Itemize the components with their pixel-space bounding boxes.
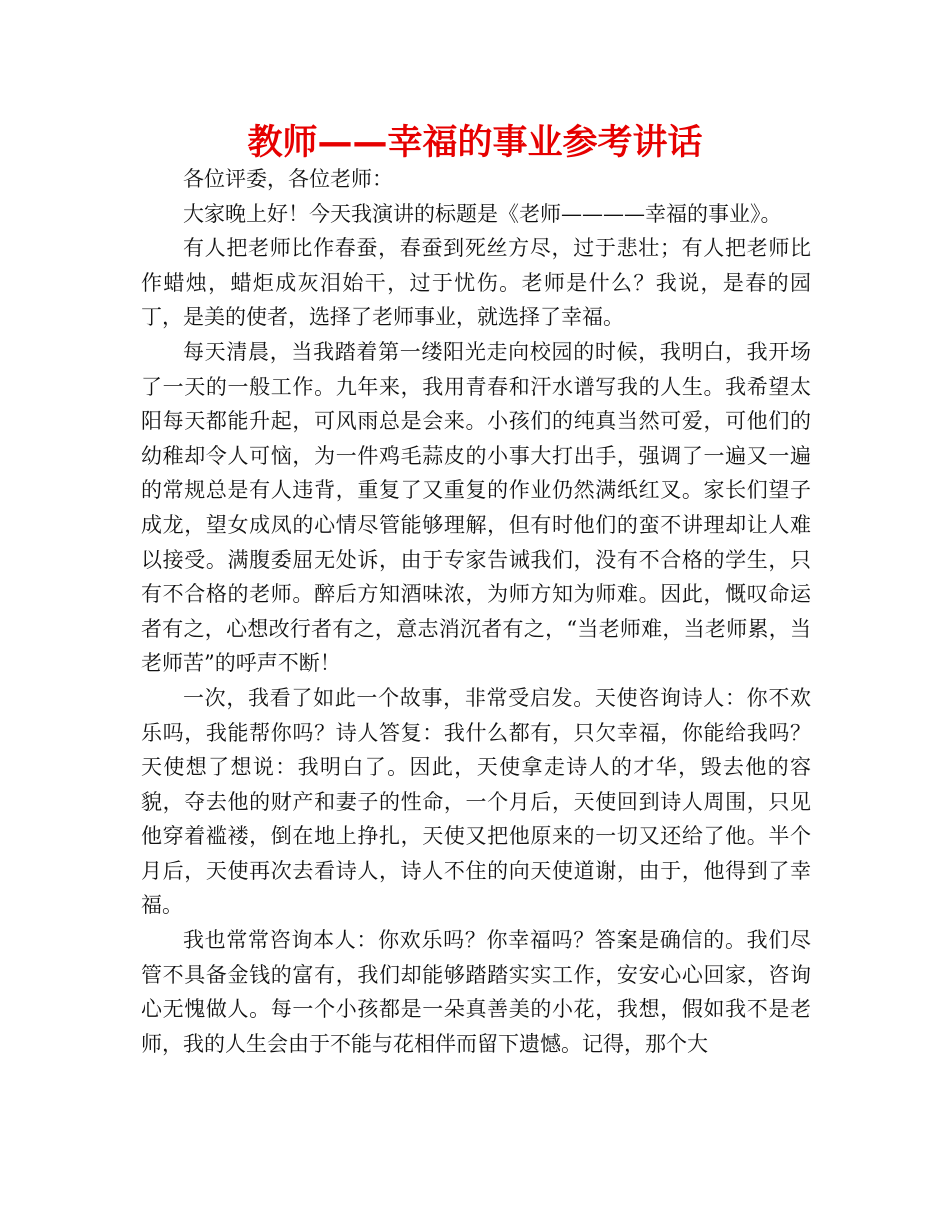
paragraph-metaphor: 有人把老师比作春蚕，春蚕到死丝方尽，过于悲壮；有人把老师比作蜡烛，蜡炬成灰泪始干，过于忧伤。老师是什么？我说，是春的园丁，是美的使者，选择了老师事业，就选择了幸福。 [141, 236, 811, 330]
paragraph-reflection: 我也常常咨询本人：你欢乐吗？你幸福吗？答案是确信的。我们尽管不具备金钱的富有，我们却能够踏踏实实工作，安安心心回家，咨询心无愧做人。每一个小孩都是一朵真善美的小花，我想，假如我不是老师，我的人生会由于不能与花相伴而留下遗憾。记得，那个大 [141, 928, 811, 1056]
document-title: 教师——幸福的事业参考讲话 [247, 123, 703, 163]
paragraph-story: 一次，我看了如此一个故事，非常受启发。天使咨询诗人：你不欢乐吗，我能帮你吗？诗人答复：我什么都有，只欠幸福，你能给我吗？天使想了想说：我明白了。因此，天使拿走诗人的才华，毁去他的容貌，夺去他的财产和妻子的性命，一个月后，天使回到诗人周围，只见他穿着褴褛，倒在地上挣扎，天使又把他原来的一切又还给了他。半个月后，天使再次去看诗人，诗人不住的向天使道谢，由于，他得到了幸福。 [141, 685, 811, 918]
document-body [141, 162, 811, 1061]
paragraph-greeting: 各位评委，各位老师： [183, 167, 393, 191]
paragraph-daily-work: 每天清晨，当我踏着第一缕阳光走向校园的时候，我明白，我开场了一天的一般工作。九年来，我用青春和汗水谱写我的人生。我希望太阳每天都能升起，可风雨总是会来。小孩们的纯真当然可爱，可他们的幼稚却令人可恼，为一件鸡毛蒜皮的小事大打出手，强调了一遍又一遍的常规总是有人违背，重复了又重复的作业仍然满纸红叉。家长们望子成龙，望女成凤的心情尽管能够理解，但有时他们的蛮不讲理却让人难以接受。满腹委屈无处诉，由于专家告诫我们，没有不合格的学生，只有不合格的老师。醉后方知酒味浓，为师方知为师难。因此，慨叹命运者有之，心想改行者有之，意志消沉者有之，“当老师难，当老师累，当老师苦”的呼声不断！ [141, 339, 811, 676]
paragraph-intro: 大家晚上好！今天我演讲的标题是《老师————幸福的事业》。 [183, 201, 782, 226]
